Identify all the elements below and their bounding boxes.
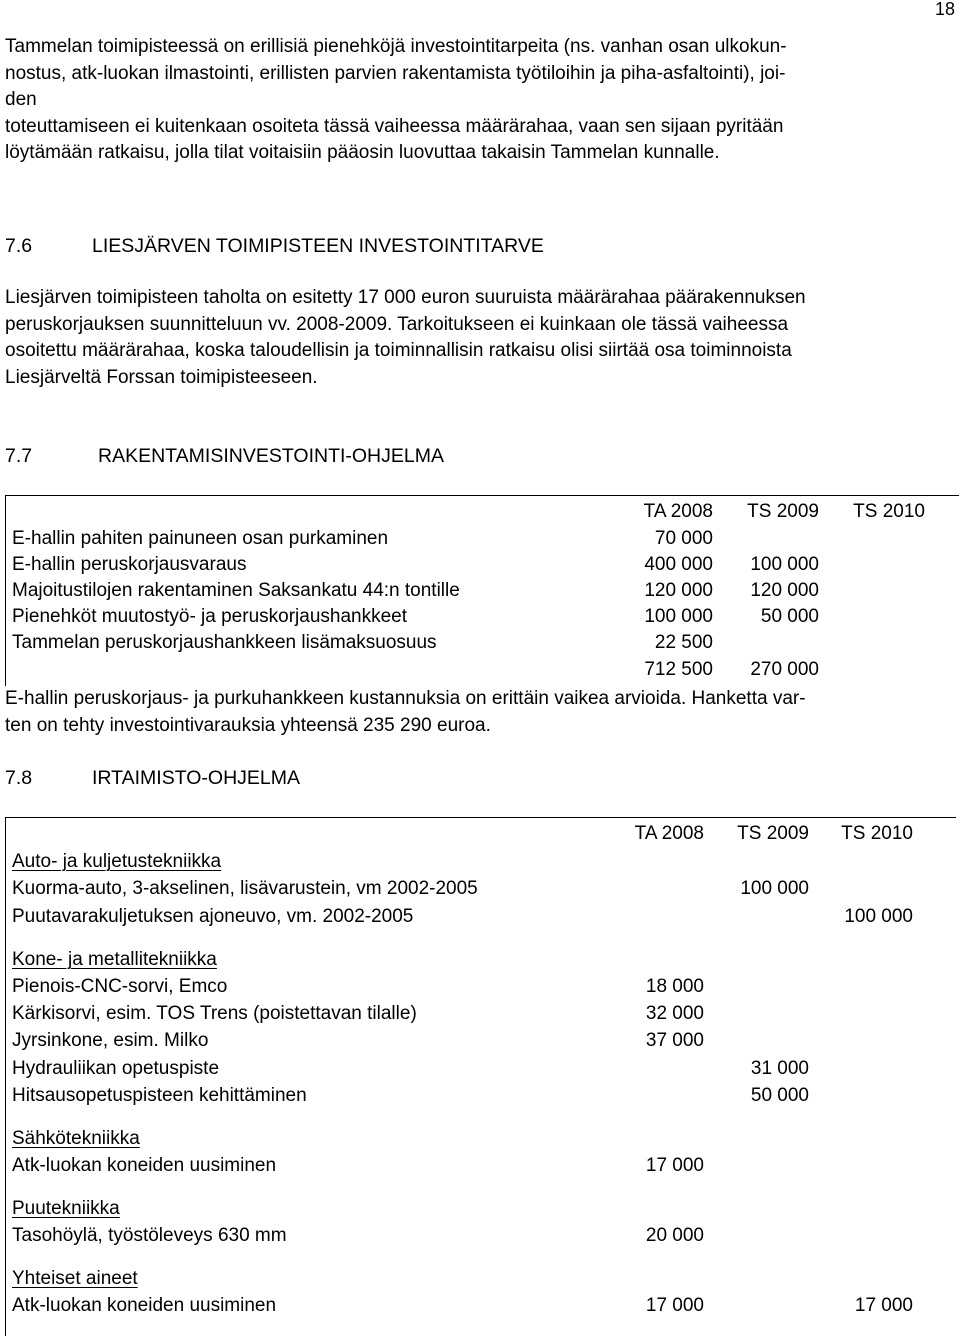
table-row	[6, 526, 959, 552]
value-ta2008: 100 000	[644, 606, 713, 627]
table-row	[6, 1223, 956, 1249]
value-ta2008: 37 000	[645, 1030, 704, 1051]
row-label: Kuorma-auto, 3-akselinen, lisävarustein, vm 2002-2005	[12, 878, 478, 899]
value-ta2008: 32 000	[645, 1003, 704, 1024]
text-line: peruskorjauksen suunnitteluun vv. 2008-2009. Tarkoitukseen ei kuinkaan ole tässä vaiheessa	[5, 313, 789, 335]
value-ta2008: 120 000	[644, 580, 713, 601]
group-heading	[6, 1196, 956, 1222]
value-ts2010: 100 000	[844, 906, 913, 927]
row-label: Majoitustilojen rakentaminen Saksankatu 44:n tontille	[12, 580, 460, 601]
group-heading-label: Auto- ja kuljetustekniikka	[12, 851, 222, 872]
value-ta2008: 18 000	[645, 976, 704, 997]
row-label: Kärkisorvi, esim. TOS Trens (poistettavan tilalle)	[12, 1003, 417, 1024]
text-line: Liesjärven toimipisteen taholta on esitetty 17 000 euron suuruista määrärahaa päärakennuksen	[5, 287, 806, 308]
text-line: E-hallin peruskorjaus- ja purkuhankkeen kustannuksia on erittäin vaikea arvioida. Hanketta var-	[5, 688, 806, 709]
row-label: Puutavarakuljetuksen ajoneuvo, vm. 2002-2005	[12, 906, 414, 927]
row-label: Tammelan peruskorjaushankkeen lisämaksuosuus	[12, 632, 437, 653]
table-row	[6, 578, 959, 604]
text-line: osoitettu määrärahaa, koska taloudellisin ja toiminnallisin ratkaisu olisi siirtää osa toiminnoista	[5, 340, 792, 361]
table-header-row	[6, 499, 959, 525]
column-header: TS 2010	[841, 823, 913, 844]
group-heading-label: Kone- ja metallitekniikka	[12, 949, 217, 970]
value-ts2009: 50 000	[760, 606, 819, 627]
page-number: 18	[934, 0, 955, 19]
table-row	[6, 1153, 956, 1179]
value-ts2009: 50 000	[750, 1085, 809, 1106]
value-ts2010: 17 000	[854, 1295, 913, 1316]
section-title: RAKENTAMISINVESTOINTI-OHJELMA	[98, 445, 444, 467]
row-label: Atk-luokan koneiden uusiminen	[12, 1295, 277, 1316]
row-label: E-hallin pahiten painuneen osan purkaminen	[12, 528, 389, 549]
column-header: TS 2009	[747, 501, 819, 522]
group-heading-label: Yhteiset aineet	[12, 1268, 138, 1289]
table-row	[6, 1293, 956, 1319]
section-number: 7.7	[5, 445, 33, 467]
group-heading-label: Puutekniikka	[12, 1198, 120, 1219]
text-line: Liesjärveltä Forssan toimipisteeseen.	[5, 366, 318, 388]
table-header-row	[6, 821, 956, 847]
text-line: den	[5, 89, 37, 110]
column-header: TA 2008	[643, 501, 713, 522]
group-heading	[6, 1126, 956, 1152]
text-line: löytämään ratkaisu, jolla tilat voitaisiin pääosin luovuttaa takaisin Tammelan kunnalle.	[5, 142, 720, 163]
value-ta2008: 22 500	[654, 632, 713, 653]
table-row	[6, 1056, 956, 1082]
table-row	[6, 630, 959, 656]
section-title: LIESJÄRVEN TOIMIPISTEEN INVESTOINTITARVE	[92, 235, 544, 257]
value-ta2008: 17 000	[645, 1295, 704, 1316]
table-row	[6, 1083, 956, 1109]
group-heading	[6, 947, 956, 973]
section-number: 7.8	[5, 767, 33, 789]
value-ta2008: 17 000	[645, 1155, 704, 1176]
table-row	[6, 974, 956, 1000]
intro-paragraph	[5, 34, 950, 167]
text-line: nostus, atk-luokan ilmastointi, erillisten parvien rakentamista työtiloihin ja piha-asfaltointi), joi-	[5, 62, 786, 84]
section-title: IRTAIMISTO-OHJELMA	[92, 767, 301, 789]
construction-table	[5, 495, 959, 686]
section-paragraph	[5, 285, 950, 391]
table-row	[6, 552, 959, 578]
value-ts2009: 100 000	[740, 878, 809, 899]
note-paragraph	[5, 686, 950, 739]
row-label: Hitsausopetuspisteen kehittäminen	[12, 1085, 307, 1106]
section-number: 7.6	[5, 235, 33, 257]
table-row	[6, 1001, 956, 1027]
table-row	[6, 604, 959, 630]
text-line: ten on tehty investointivarauksia yhteensä 235 290 euroa.	[5, 714, 491, 736]
row-label: Tasohöylä, työstöleveys 630 mm	[12, 1225, 287, 1246]
total-ta2008: 712 500	[644, 659, 713, 680]
totals-row	[6, 657, 959, 683]
row-label: Atk-luokan koneiden uusiminen	[12, 1155, 277, 1176]
value-ts2009: 31 000	[750, 1058, 809, 1079]
row-label: Hydrauliikan opetuspiste	[12, 1058, 220, 1079]
group-heading	[6, 1266, 956, 1292]
value-ta2008: 20 000	[645, 1225, 704, 1246]
row-label: Pienois-CNC-sorvi, Emco	[12, 976, 228, 997]
row-label: Jyrsinkone, esim. Milko	[12, 1030, 209, 1051]
row-label: E-hallin peruskorjausvaraus	[12, 554, 247, 575]
equipment-table	[5, 817, 956, 1336]
column-header: TS 2010	[853, 501, 925, 522]
column-header: TA 2008	[634, 823, 704, 844]
value-ta2008: 70 000	[654, 528, 713, 549]
total-ts2009: 270 000	[750, 659, 819, 680]
text-line: Tammelan toimipisteessä on erillisiä pienehköjä investointitarpeita (ns. vanhan osan ulkokun-	[5, 36, 787, 57]
table-row	[6, 904, 956, 930]
table-row	[6, 876, 956, 902]
group-heading-label: Sähkötekniikka	[12, 1128, 140, 1149]
column-header: TS 2009	[737, 823, 809, 844]
value-ts2009: 100 000	[750, 554, 819, 575]
table-row	[6, 1028, 956, 1054]
group-heading	[6, 849, 956, 875]
text-line: toteuttamiseen ei kuitenkaan osoiteta tässä vaiheessa määrärahaa, vaan sen sijaan pyritään	[5, 115, 784, 137]
row-label: Pienehköt muutostyö- ja peruskorjaushankkeet	[12, 606, 408, 627]
value-ts2009: 120 000	[750, 580, 819, 601]
value-ta2008: 400 000	[644, 554, 713, 575]
